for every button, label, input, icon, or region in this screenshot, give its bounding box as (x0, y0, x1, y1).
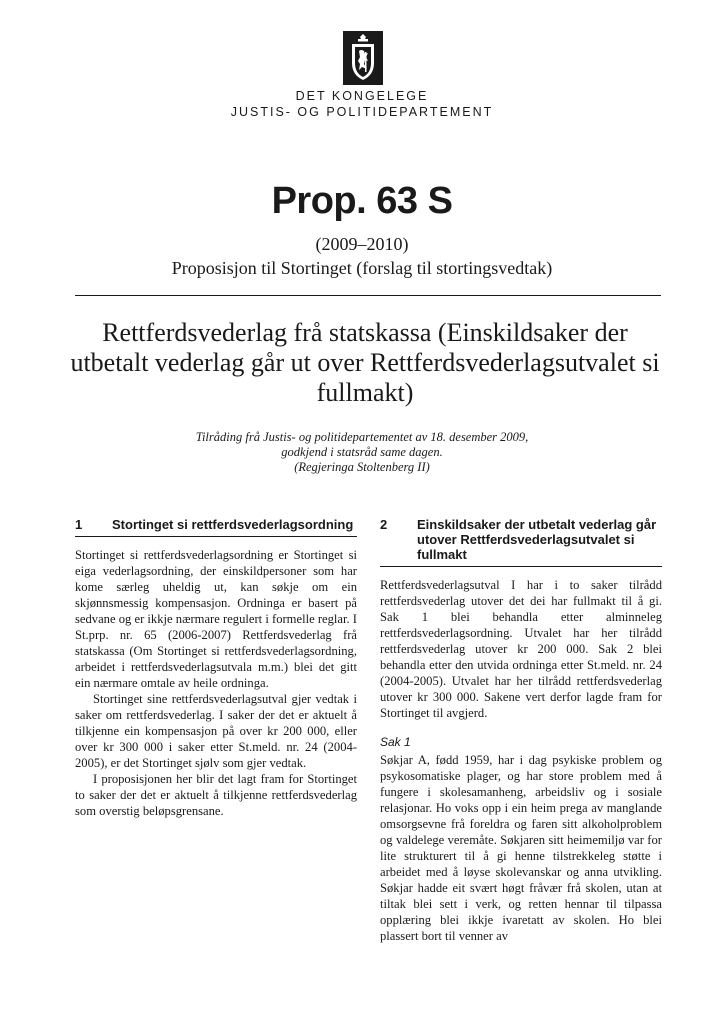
section-1-divider (75, 536, 357, 537)
section-2-number: 2 (380, 517, 388, 532)
case-1-paragraph: Søkjar A, fødd 1959, har i dag psykiske problem og psykosomatiske plager, og har store problem med å fungere i skolesamanheng, arbeidsliv og i sosiale relasjonar. Ho voks opp i ein heim prega av manglande omsorgsevne frå foreldra og faren sitt alkoholproblem og valdelege veremåte. Søkjaren sitt heimemiljø var for lite strukturert til å gi henne tilstrekkeleg støtte i arbeidet med å løyse skolevanskar og anna utvikling. Søkjar hadde eit svært høgt fråvær frå skolen, utan at tiltak blei sett i verk, og retten hennar til tilpassa opplæring blei ikkje ivaretatt av skolen. Ho blei plassert bort til venner av (380, 753, 662, 943)
proposition-subtitle: Proposisjon til Stortinget (forslag til stortingsvedtak) (171, 258, 553, 278)
section-1-paragraph: Stortinget si rettferdsvederlagsordning er Stortinget si eiga vederlagsordning, der einskildpersoner som har kome særleg uheldig ut, kan søkje om ein skjønnsmessig kompensasjon. Ordninga er basert på sedvane og er ikkje nærmare regulert i formelle reglar. I St.prp. nr. 65 (2006-2007) Rettferdsvederlag frå statskassa (Om Stortinget si rettferdsvederlagsordning, arbeidet i rettferdsvederlagsutvala m.m.) blei det gitt ein nærmare omtale av heile ordninga. (75, 548, 357, 690)
coat-of-arms-icon (343, 31, 383, 85)
section-2-paragraph: Rettferdsvederlagsutval I har i to saker tilrådd rettferdsvederlag utover det dei har fullmakt til å gi. Sak 1 blei behandla etter alminneleg rettferdsvederlagsordning. Utvalet har her tilrådd rettferdsvederlag utover kr 200 000. Sak 2 blei behandla etter den utvida ordninga etter St.meld. nr. 24 (2004-2005). Utvalet har her tilrådd rettferdsvederlag utover kr 300 000. Sakene vert derfor lagde fram for Stortinget til avgjerd. (380, 578, 662, 720)
ministry-name-line2: JUSTIS- OG POLITIDEPARTEMENT (230, 105, 494, 119)
section-2-body (380, 577, 662, 721)
right-column (380, 517, 662, 944)
proposition-number: Prop. 63 S (271, 180, 453, 222)
section-2-title: Einskildsaker der utbetalt vederlag går utover Rettferdsvederlagsutvalet si fullmakt (417, 517, 657, 562)
recommendation-line3: (Regjeringa Stoltenberg II) (294, 460, 430, 474)
recommendation-line1: Tilråding frå Justis- og politidepartementet av 18. desember 2009, (195, 430, 529, 444)
session-years: (2009–2010) (315, 234, 409, 254)
section-1-number: 1 (75, 517, 83, 532)
recommendation-line2: godkjend i statsråd same dagen. (281, 445, 443, 459)
section-2-heading (380, 517, 662, 562)
document-title: Rettferdsvederlag frå statskassa (Einskildsaker der utbetalt vederlag går ut over Rettferdsvederlagsutvalet si fullmakt) (70, 318, 660, 407)
case-1-heading: Sak 1 (380, 735, 411, 749)
section-1-body (75, 547, 357, 819)
section-1-paragraph: I proposisjonen her blir det lagt fram for Stortinget to saker der det er aktuelt å tilkjenne rettferdsvederlag som overstig beløpsgrensane. (75, 772, 357, 818)
section-2-divider (380, 566, 662, 567)
case-1-body (380, 752, 662, 944)
section-1-heading (75, 517, 357, 532)
section-1-paragraph: Stortinget sine rettferdsvederlagsutval gjer vedtak i saker om rettferdsvederlag. I saker der det er aktuelt å tilkjenne ein kompensasjon på over kr 200 000, eller over kr 300 000 i saker etter St.meld. nr. 24 (2004-2005), er det Stortinget sjølv som gjer vedtak. (75, 692, 357, 770)
section-1-title: Stortinget si rettferdsvederlagsordning (112, 517, 354, 532)
ministry-name-line1: DET KONGELEGE (295, 89, 429, 103)
recommendation-block (60, 430, 664, 475)
title-divider (75, 295, 661, 296)
left-column (75, 517, 357, 819)
